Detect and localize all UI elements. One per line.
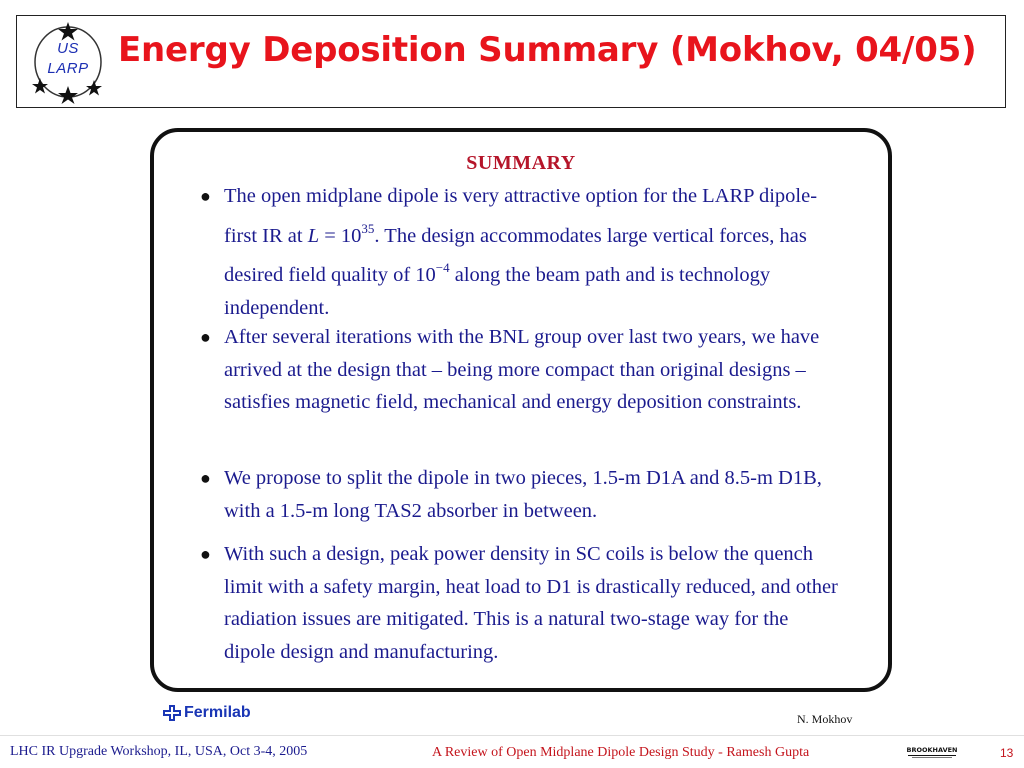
slide-title: Energy Deposition Summary (Mokhov, 04/05): [118, 30, 977, 70]
fermilab-logo: [163, 704, 251, 722]
luminosity-exponent: 35: [361, 220, 375, 236]
bullet-dot-icon: ●: [200, 186, 211, 206]
bullet-dot-icon: ●: [200, 468, 211, 488]
footer-workshop: LHC IR Upgrade Workshop, IL, USA, Oct 3-4, 2005: [10, 744, 308, 759]
page-number: 13: [1000, 746, 1014, 760]
author-credit: N. Mokhov: [797, 712, 853, 726]
brookhaven-logo: [906, 744, 958, 760]
bullet-text: After several iterations with the BNL group over last two years, we have arrived at the design that – being more compact than original designs – satisfies magnetic field, mechanical and energy deposition constraints.: [224, 326, 820, 413]
logo-text-larp: LARP: [47, 60, 89, 77]
fermilab-icon: [163, 705, 181, 721]
bullet-text: With such a design, peak power density in SC coils is below the quench limit with a safety margin, heat load to D1 is drastically reduced, and other radiation issues are mitigated. This is a natural two-stage way for the dipole design and manufacturing.: [224, 543, 838, 663]
summary-bullet-2: [200, 321, 840, 419]
footer-divider: [0, 735, 1024, 736]
summary-bullet-3: [200, 462, 840, 527]
bullet-dot-icon: ●: [200, 544, 211, 564]
bullet-text: The open midplane dipole is very attractive option for the LARP dipole-first IR at $L = 10^{35}$. The design accommodates large vertical forces, has desired field quality of $10^{-4}$ along the beam path and is technology independent.: [224, 185, 818, 319]
footer-presentation-title: A Review of Open Midplane Dipole Design Study - Ramesh Gupta: [432, 745, 810, 760]
bullet-dot-icon: ●: [200, 327, 211, 347]
us-larp-logo: [28, 20, 108, 104]
summary-bullet-1: [200, 180, 840, 324]
logo-text-us: US: [57, 40, 79, 57]
fermilab-text: Fermilab: [184, 704, 251, 721]
summary-panel: [150, 128, 892, 692]
luminosity-symbol: L: [307, 224, 320, 247]
summary-bullet-4: [200, 538, 840, 668]
brookhaven-text: BROOKHAVEN: [906, 746, 958, 754]
bullet-text: We propose to split the dipole in two pieces, 1.5-m D1A and 8.5-m D1B, with a 1.5-m long TAS2 absorber in between.: [224, 467, 822, 522]
field-quality-exponent: −4: [435, 260, 450, 275]
summary-heading: SUMMARY: [466, 152, 576, 174]
